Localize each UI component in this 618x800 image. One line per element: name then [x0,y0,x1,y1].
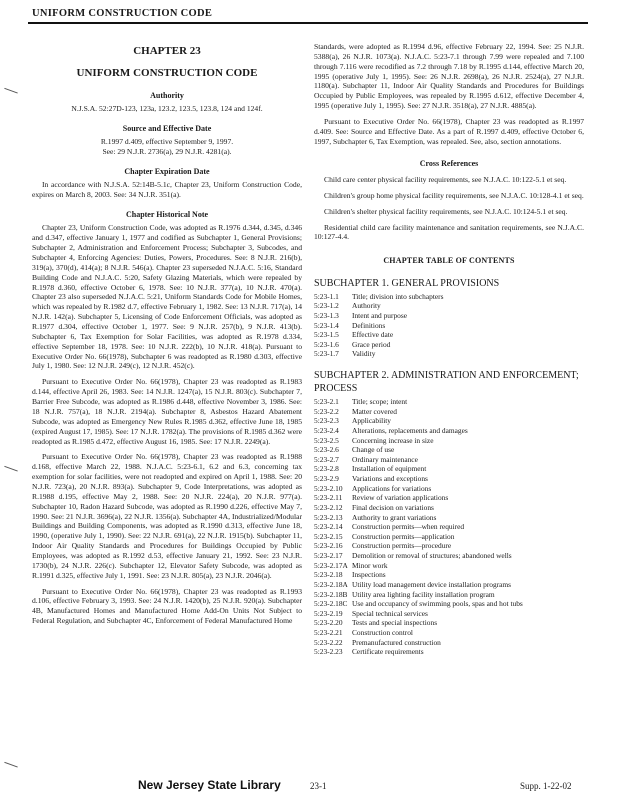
toc-entry-title: Change of use [352,445,395,455]
page-number: 23-1 [310,781,327,791]
toc-entry [314,628,584,638]
toc-entry-title: Construction permits—application [352,531,455,541]
history-paragraph: Pursuant to Executive Order No. 66(1978), Chapter 23 was readopted as R.1993 d.106, effective February 3, 1993. See: 24 N.J.R. 1420(b), 25 N.J.R. 920(a). Subchapter 4B, Manufactured Homes and Manufactured Home Add-On Units Not Subject to Federal Regulation, and Subchapter 4C, Enforcement of Federal Manufactured Home [32,586,302,626]
toc-entry-number: 5:23-2.2 [314,406,339,416]
toc-entry [314,455,584,465]
history-paragraph: Chapter 23, Uniform Construction Code, was adopted as R.1976 d.344, d.345, d.346 and d.347, effective January 1, 1977 and codified as Subchapter 1, General Provisions; Subchapter 2, Administration and Enforcement Process; Subchapter 3, Subcodes, and Subchapter 4, Enforcing Agencies: Duties, Powers, Procedures. See: 8 N.J.R. 216(b), 319(a), 370(d), 414(a); 8 N.J.R. 546(a). Chapter 23 superseded N.J.A.C. 5:16, Standard Building Code and N.J.A.C. 5:20, Safety Glazing Materials, which were repealed by R.1978 d.360, effective October 6, 1978. See: 10 N.J.R. 377(a), 10 N.J.R. 470(a). Chapter 23 also superseded N.J.A.C. 5:21, Uniform Standards Code for Mobile Homes, which was repealed by R.1982 d.7, effective February 1, 1982. See: 13 N.J.R. 717(a), 14 N.J.R. 142(a). Subchapter 5, Licensing of Code Enforcement Officials, was adopted as R.1977 d.304, effective October 1, 1977. See: 9 N.J.R. 257(b), 9 N.J.R. 413(b). Subchapter 6, Tax Exemption for Solar Facilities, was adopted as R.1978 d.334, effective September 18, 1978. See: 10 N.J.R. 222(b), 10 N.J.R. 418(a). Pursuant to Executive Order No. 66(1978), Subchapter 6 was readopted as R.1980 d.303, effective July 1, 1980. See: 12 N.J.R. 249(c), 12 N.J.R. 452(c). [32,223,302,371]
toc-entry [314,416,584,426]
toc-entry-title: Matter covered [352,406,397,416]
toc-entry-title: Premanufactured construction [352,637,441,647]
toc-entry [314,321,584,331]
source-heading: Source and Effective Date [122,123,212,133]
toc-entry-title: Intent and purpose [352,310,408,320]
library-logo: New Jersey State Library [138,778,281,792]
history-paragraph: Pursuant to Executive Order No. 66(1978), Chapter 23 was readopted as R.1983 d.144, effective April 26, 1983. See: 14 N.J.R. 1247(a), 15 N.J.R. 803(c). Subchapter 7, Barrier Free Subcode, was adopted as R.1986 d.448, effective November 3, 1986. See: 18 N.J.R. 757(a), 18 N.J.R. 2194(a). Subchapter 8, Asbestos Hazard Abatement Subcode, was adopted as Emergency New Rules R.1985 d.362, effective June 18, 1985 (expired August 17, 1985). See: 17 N.J.R. 1782(a). The provisions of R.1985 d.362 were readopted as R.1985 d.472, effective August 16, 1985. See: 17 N.J.R. 2249(a). [32,377,302,446]
toc-entry-title: Minor work [352,560,388,570]
history-continued: Pursuant to Executive Order No. 66(1978), Chapter 23 was readopted as R.1997 d.409. See: Source and Effective Date. As a part of R.1997 d.409, effective October 6, 1997, Subchapter 6, Tax Exemption, was repealed. See, also, section annotations. [314,117,584,146]
toc-entry-title: Tests and special inspections [352,618,438,628]
toc-title: CHAPTER TABLE OF CONTENTS [383,256,515,266]
toc-entry-number: 5:23-2.12 [314,502,343,512]
toc-entry-title: Title; division into subchapters [352,291,444,301]
toc-entry [314,407,584,417]
toc-entry-title: Use and occupancy of swimming pools, spas and hot tubs [352,599,523,609]
toc-entry-number: 5:23-2.14 [314,522,343,532]
toc-entry-title: Installation of equipment [352,464,427,474]
toc-entry-title: Special technical services [352,608,428,618]
toc-entry-number: 5:23-1.1 [314,291,339,301]
table-of-contents [314,277,584,657]
toc-entry-title: Concerning increase in size [352,435,434,445]
cross-reference-item: Children's shelter physical facility requirements, see N.J.A.C. 10:124-5.1 et seq. [324,206,568,216]
toc-entry [314,484,584,494]
toc-entry [314,464,584,474]
toc-entry-number: 5:23-2.9 [314,474,339,484]
toc-entry-number: 5:23-2.8 [314,464,339,474]
toc-entry [314,541,584,551]
toc-entry-number: 5:23-2.4 [314,425,339,435]
toc-entry [314,580,584,590]
toc-entry [314,474,584,484]
toc-entry-title: Title; scope; intent [352,397,408,407]
toc-entry [314,599,584,609]
source-line: R.1997 d.409, effective September 9, 1997. [100,137,234,147]
cross-reference-item: Child care center physical facility requirements, see N.J.A.C. 10:122-5.1 et seq. [324,174,567,184]
margin-mark [2,466,18,477]
toc-entry-title: Authority [352,301,381,311]
toc-entry [314,301,584,311]
toc-entry-number: 5:23-2.22 [314,637,343,647]
toc-entry-number: 5:23-2.17 [314,551,343,561]
toc-entry [314,426,584,436]
history-paragraph: Pursuant to Executive Order No. 66(1978), Chapter 23 was readopted as R.1988 d.168, effective March 22, 1988. N.J.A.C. 5:23-6.1, 6.2 and 6.3, concerning tax exemption for solar facilities, were not readopted and expired on April 1, 1988. See: 20 N.J.R. 723(a), 20 N.J.R. 893(a). Subchapter 9, Code Interpretations, was adopted as R.1988 d.195, effective May 2, 1988. See: 20 N.J.R. 224(a), 20 N.J.R. 977(a). Subchapter 10, Radon Hazard Subcode, was adopted as R.1990 d.226, effective May 7, 1990. See: 21 N.J.R. 3696(a), 22 N.J.R. 1356(a). Subchapter 4A, Industrialized/Modular Buildings and Building Components, was adopted as R.1990 d.313, effective June 18, 1990, (operative July 1, 1990). See: 22 N.J.R. 691(a), 22 N.J.R. 1915(b). Subchapter 11, Indoor Air Quality Standards and Procedures for Buildings Occupied by Public Employees, was adopted as R.1992 d.53, effective January 21, 1992. See: 23 N.J.R. 1730(b), 24 N.J.R. 226(c). Subchapter 12, Elevator Safety Subcode, was adopted as R.1991 d.325, effective July 1, 1991. See: 23 N.J.R. 805(a), 23 N.J.R. 2046(a). [32,452,302,580]
toc-entry [314,513,584,523]
toc-entry-number: 5:23-2.3 [314,416,339,426]
toc-entry-title: Alterations, replacements and damages [352,425,468,435]
toc-entry-title: Demolition or removal of structures; abandoned wells [352,551,512,561]
history-heading: Chapter Historical Note [125,210,209,220]
margin-mark [2,88,18,99]
toc-entry-title: Applicability [352,416,391,426]
right-column [314,30,584,657]
toc-entry-number: 5:23-2.10 [314,483,343,493]
toc-entry [314,503,584,513]
authority-heading: Authority [150,90,184,100]
toc-entry-title: Applications for variations [352,483,432,493]
toc-entry-number: 5:23-2.16 [314,541,343,551]
toc-entry-title: Construction control [352,628,413,638]
cross-references-heading: Cross References [419,158,479,168]
toc-entry [314,330,584,340]
toc-entry [314,532,584,542]
supplement-date: Supp. 1-22-02 [520,781,572,791]
running-head: UNIFORM CONSTRUCTION CODE [32,8,213,19]
cross-reference-item: Residential child care facility maintenance and sanitation requirements, see N.J.A.C. 10:127-4.4. [314,222,584,242]
toc-entry-number: 5:23-2.18C [314,599,348,609]
toc-entry [314,551,584,561]
toc-entry-title: Utility load management device installation programs [352,579,512,589]
toc-entry-number: 5:23-1.4 [314,320,339,330]
toc-entry [314,397,584,407]
toc-entry [314,292,584,302]
toc-entry [314,638,584,648]
margin-mark [2,762,18,773]
toc-entry-title: Construction permits—when required [352,522,465,532]
toc-entry [314,618,584,628]
toc-entry-number: 5:23-2.20 [314,618,343,628]
toc-entry [314,590,584,600]
toc-entry [314,445,584,455]
toc-entry-title: Variations and exceptions [352,474,428,484]
toc-entry-title: Review of variation applications [352,493,449,503]
toc-entry-number: 5:23-2.5 [314,435,339,445]
toc-entry-number: 5:23-2.13 [314,512,343,522]
toc-entry [314,647,584,657]
toc-entry-number: 5:23-2.15 [314,531,343,541]
header-rule [28,22,588,24]
toc-entry [314,609,584,619]
toc-entry-number: 5:23-1.6 [314,339,339,349]
chapter-number: CHAPTER 23 [133,45,201,57]
toc-entry-number: 5:23-2.21 [314,628,343,638]
toc-entry-number: 5:23-2.18A [314,579,348,589]
toc-entry-number: 5:23-2.18 [314,570,343,580]
toc-entry-title: Ordinary maintenance [352,454,418,464]
toc-entry-number: 5:23-2.17A [314,560,348,570]
toc-entry [314,311,584,321]
toc-entry-number: 5:23-1.7 [314,349,339,359]
source-line: See: 29 N.J.R. 2736(a), 29 N.J.R. 4281(a). [102,147,232,157]
subchapter-heading: SUBCHAPTER 2. ADMINISTRATION AND ENFORCEMENT; PROCESS [314,370,579,395]
toc-entry-number: 5:23-1.3 [314,310,339,320]
toc-entry-number: 5:23-1.5 [314,330,339,340]
expiration-heading: Chapter Expiration Date [124,166,210,176]
toc-entry [314,522,584,532]
toc-entry [314,570,584,580]
toc-entry-title: Inspections [352,570,386,580]
toc-entry-number: 5:23-2.23 [314,647,343,657]
toc-entry-title: Final decision on variations [352,502,434,512]
toc-entry [314,561,584,571]
toc-entry-title: Authority to grant variations [352,512,437,522]
toc-entry-number: 5:23-1.2 [314,301,339,311]
toc-entry-number: 5:23-2.11 [314,493,343,503]
toc-entry-number: 5:23-2.6 [314,445,339,455]
toc-entry [314,493,584,503]
history-continued: Standards, were adopted as R.1994 d.96, effective February 22, 1994. See: 25 N.J.R. 5388(a), 26 N.J.R. 1073(a). N.J.A.C. 5:23-7.1 through 7.99 were repealed and 7.100 through 7.116 were recodified as 7.2 through 7.18 by R.1995 d.144, effective March 20, 1995 (operative July 1, 1995). See: 26 N.J.R. 2698(a), 26 N.J.R. 2524(a), 27 N.J.R. 1180(a). Subchapter 11, Indoor Air Quality Standards and Procedures for Buildings Occupied by Public Employees, was repealed by R.1995 d.612, effective December 4, 1995 (operative July 1, 1995). See: 27 N.J.R. 3518(a), 27 N.J.R. 4885(a). [314,42,584,111]
toc-entry-number: 5:23-2.19 [314,608,343,618]
cross-reference-item: Children's group home physical facility requirements, see N.J.A.C. 10:128-4.1 et seq. [324,190,584,200]
toc-entry-title: Validity [352,349,376,359]
toc-entry-number: 5:23-2.1 [314,397,339,407]
authority-text: N.J.S.A. 52:27D-123, 123a, 123.2, 123.5, 123.8, 124 and 124f. [71,103,263,113]
expiration-text: In accordance with N.J.S.A. 52:14B-5.1c, Chapter 23, Uniform Construction Code, expires on March 8, 2003. See: 34 N.J.R. 351(a). [32,180,302,200]
toc-entry-number: 5:23-2.7 [314,454,339,464]
toc-entry [314,349,584,359]
subchapter-heading: SUBCHAPTER 1. GENERAL PROVISIONS [314,277,500,289]
toc-entry-title: Effective date [352,330,394,340]
toc-entry-title: Certificate requirements [352,647,424,657]
chapter-title: UNIFORM CONSTRUCTION CODE [76,67,258,80]
toc-entry [314,436,584,446]
left-column [32,30,302,626]
toc-entry [314,340,584,350]
toc-entry-title: Utility area lighting facility installation program [352,589,495,599]
toc-entry-title: Grace period [352,339,391,349]
toc-entry-title: Construction permits—procedure [352,541,452,551]
toc-entry-number: 5:23-2.18B [314,589,348,599]
toc-entry-title: Definitions [352,320,386,330]
